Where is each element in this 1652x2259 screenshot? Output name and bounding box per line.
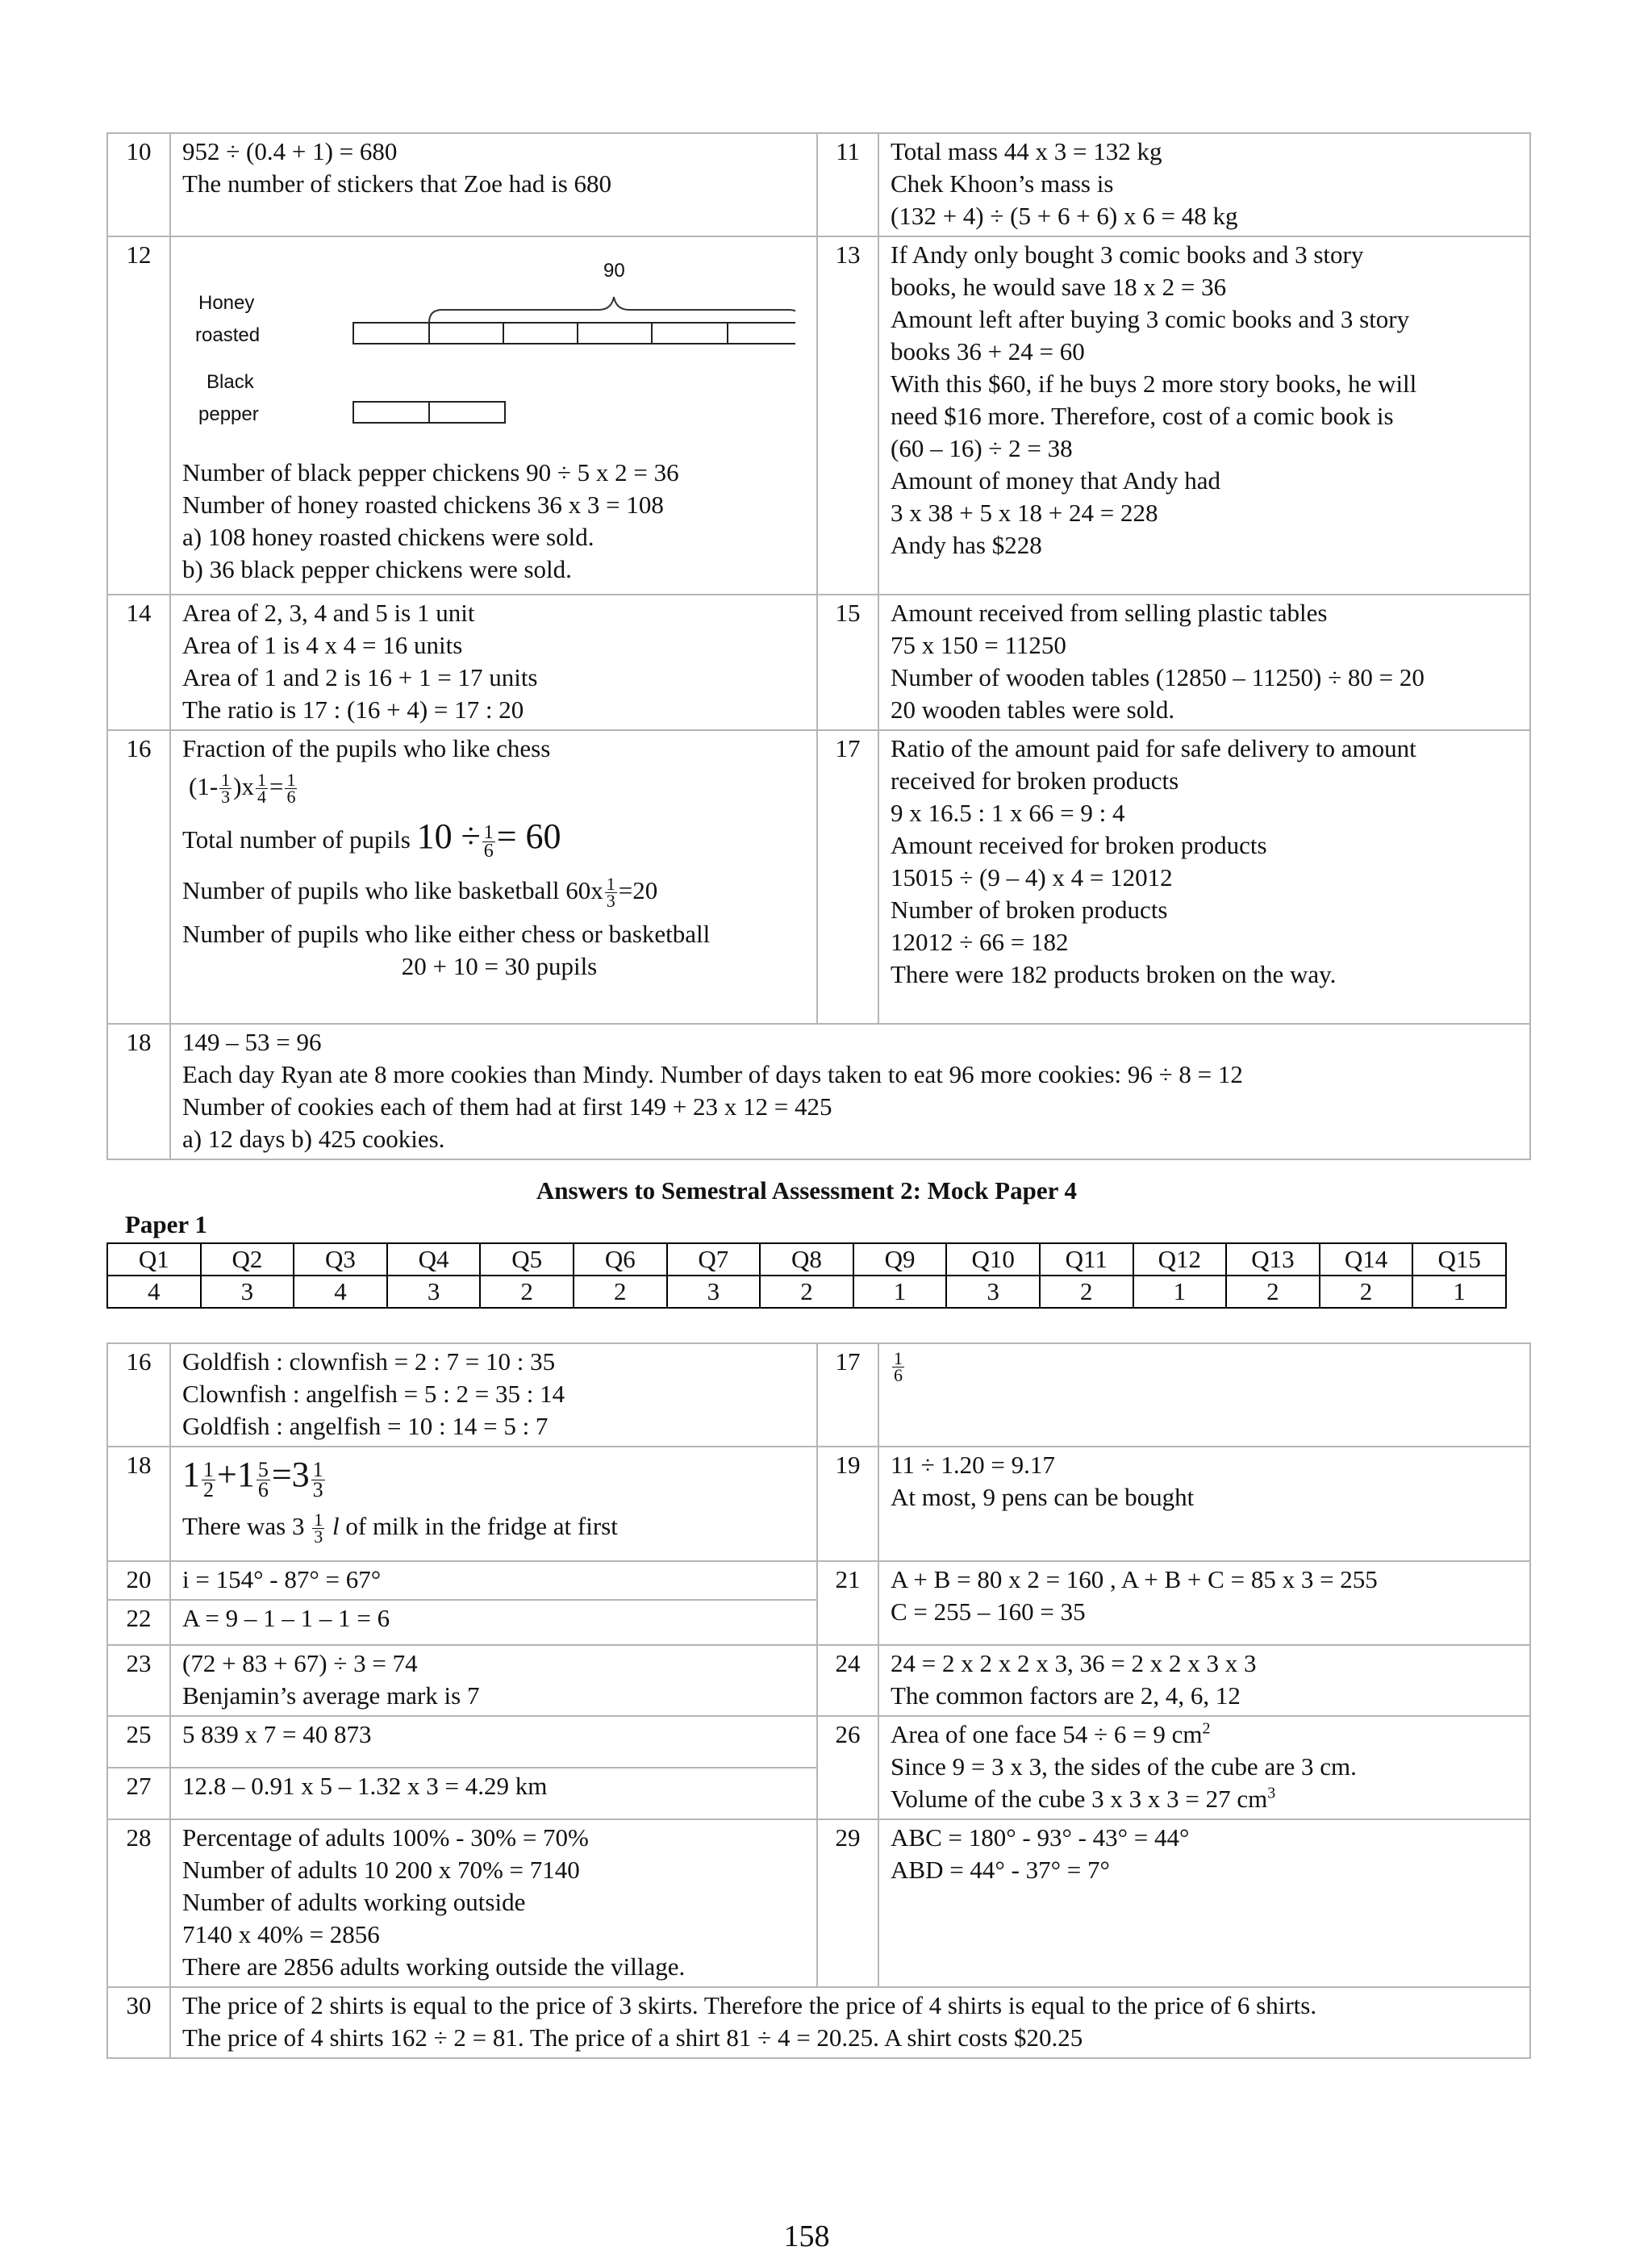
answer-key-table [106,1242,1507,1309]
answer-q18 [170,1024,1530,1159]
answer-line: Number of wooden tables (12850 – 11250) ÷ 80 = 20 [891,663,1425,691]
denominator: 6 [257,1478,269,1502]
question-number: 14 [107,595,170,730]
answer-line: 11 ÷ 1.20 = 9.17 [891,1451,1055,1479]
equation-text: Total number of pupils [182,825,411,854]
answer-key-answer: 2 [1320,1276,1413,1308]
answer-line: The number of stickers that Zoe had is 680 [182,169,612,198]
answer-line: A = 9 – 1 – 1 – 1 = 6 [182,1604,390,1632]
fraction [312,1509,324,1547]
answer-key-answer: 2 [1226,1276,1320,1308]
answer-q28 [170,1819,817,1987]
equation-text: 10 ÷ [416,816,481,856]
answer-key-question: Q10 [946,1243,1040,1276]
answer-line: Goldfish : clownfish = 2 : 7 = 10 : 35 [182,1347,556,1376]
answer-key-answer: 1 [1133,1276,1227,1308]
answer-line: Number of honey roasted chickens 36 x 3 = 108 [182,491,664,519]
equation-text: Number of pupils who like basketball 60x [182,876,603,904]
answer-key-question: Q12 [1133,1243,1227,1276]
answer-key-answer: 1 [1412,1276,1506,1308]
question-number: 15 [817,595,878,730]
answer-line: 75 x 150 = 11250 [891,631,1066,659]
answer-key-question: Q14 [1320,1243,1413,1276]
answer-line [891,1718,1529,1751]
answer-q14 [170,595,817,730]
denominator: 3 [312,1478,323,1502]
answer-q18 [170,1447,817,1561]
answer-line: (132 + 4) ÷ (5 + 6 + 6) x 6 = 48 kg [891,202,1238,230]
answer-q22 [170,1600,817,1645]
numerator: 1 [203,1458,214,1482]
answer-line: Number of black pepper chickens 90 ÷ 5 x 2 = 36 [182,458,679,486]
denominator: 6 [483,841,494,862]
bar-model-diagram [182,239,816,457]
answer-q30 [170,1987,1530,2058]
answer-key-answer: 3 [946,1276,1040,1308]
question-number: 18 [107,1447,170,1561]
answer-key-answer-row [107,1276,1506,1308]
answer-line: Amount left after buying 3 comic books and 3 story [891,305,1410,333]
total-pupils-line [182,808,816,868]
answer-line: (72 + 83 + 67) ÷ 3 = 74 [182,1649,418,1677]
answer-q27 [170,1768,817,1819]
page-number: 158 [783,2219,830,2253]
question-number: 22 [107,1600,170,1645]
answer-line: Area of 2, 3, 4 and 5 is 1 unit [182,599,475,627]
answer-line: Number of pupils who like either chess or basketball [182,920,711,948]
answer-line: 149 – 53 = 96 [182,1028,322,1056]
answer-key-answer: 2 [574,1276,667,1308]
total-brace [429,297,795,323]
question-number: 26 [817,1716,878,1819]
answer-line: At most, 9 pens can be bought [891,1483,1195,1511]
answer-q23 [170,1645,817,1716]
answer-line: Fraction of the pupils who like chess [182,734,551,762]
answer-line: Each day Ryan ate 8 more cookies than Mindy. Number of days taken to eat 96 more cookies: 96 ÷ 8 = 12 [182,1060,1243,1088]
equation-text: = 60 [496,816,561,856]
answer-q26 [878,1716,1530,1819]
fraction [892,1348,904,1385]
equation-text: (1- [189,772,219,800]
answer-line: Amount received for broken products [891,831,1267,859]
question-number: 24 [817,1645,878,1716]
equation-text: )x [233,772,254,800]
answer-q10 [170,133,817,236]
answer-q21 [878,1561,1530,1645]
total-label: 90 [603,260,625,282]
answer-line: Number of broken products [891,896,1168,924]
lower-answer-table [106,1342,1531,2059]
answer-key-question: Q2 [201,1243,294,1276]
equation-text: There was 3 [182,1512,305,1540]
answer-line: 952 ÷ (0.4 + 1) = 680 [182,137,398,165]
answer-q29 [878,1819,1530,1987]
denominator: 3 [221,787,231,808]
answer-line: b) 36 black pepper chickens were sold. [182,555,572,583]
answer-key-answer: 4 [294,1276,387,1308]
answer-line: Amount of money that Andy had [891,466,1220,495]
denominator: 6 [894,1365,903,1385]
answer-line: The common factors are 2, 4, 6, 12 [891,1681,1241,1710]
answer-line: Amount received from selling plastic tables [891,599,1328,627]
black-pepper-label: Black [206,371,254,393]
fraction [219,770,232,808]
fraction-equation [182,765,816,808]
milk-line [182,1504,816,1549]
answer-key-question: Q5 [480,1243,574,1276]
fraction [605,874,617,912]
question-number: 11 [817,133,878,236]
answer-line: 3 x 38 + 5 x 18 + 24 = 228 [891,499,1158,527]
answer-line: books 36 + 24 = 60 [891,337,1085,365]
answer-q13 [878,236,1530,595]
answer-line: Goldfish : angelfish = 10 : 14 = 5 : 7 [182,1412,549,1440]
question-number: 18 [107,1024,170,1159]
answer-line: 15015 ÷ (9 – 4) x 4 = 12012 [891,863,1173,891]
bar-model-svg [182,239,795,457]
answer-line: (60 – 16) ÷ 2 = 38 [891,434,1073,462]
superscript: 2 [1202,1719,1211,1738]
honey-label: roasted [195,324,261,346]
answer-line: Chek Khoon’s mass is [891,169,1114,198]
answer-line: books, he would save 18 x 2 = 36 [891,273,1227,301]
answer-line: Percentage of adults 100% - 30% = 70% [182,1823,589,1852]
answer-q11 [878,133,1530,236]
denominator: 4 [257,787,266,808]
question-number: 10 [107,133,170,236]
question-number: 17 [817,730,878,1024]
numerator: 1 [894,1348,903,1368]
answer-key-answer: 3 [201,1276,294,1308]
section-title: Answers to Semestral Assessment 2: Mock Paper 4 [536,1176,1078,1205]
answer-line: Benjamin’s average mark is 7 [182,1681,480,1710]
answer-key-question: Q3 [294,1243,387,1276]
answer-key-answer: 4 [107,1276,201,1308]
answer-key-answer: 3 [667,1276,761,1308]
answer-q15 [878,595,1530,730]
answer-key-question: Q11 [1040,1243,1133,1276]
answer-line: A + B = 80 x 2 = 160 , A + B + C = 85 x 3 = 255 [891,1565,1378,1593]
answer-q16 [170,1343,817,1447]
answer-key-answer: 2 [1040,1276,1133,1308]
answer-line: Ratio of the amount paid for safe delivery to amount [891,734,1416,762]
numerator: 1 [221,770,231,791]
question-number: 19 [817,1447,878,1561]
answer-key-question: Q9 [853,1243,947,1276]
answer-key-answer: 2 [760,1276,853,1308]
answer-key-answer: 1 [853,1276,947,1308]
question-number: 20 [107,1561,170,1600]
answer-key-question: Q8 [760,1243,853,1276]
answer-line: 9 x 16.5 : 1 x 66 = 9 : 4 [891,799,1125,827]
answer-line: ABC = 180° - 93° - 43° = 44° [891,1823,1190,1852]
answer-line: 7140 x 40% = 2856 [182,1920,380,1948]
answer-q16 [170,730,817,1024]
answer-line: Total mass 44 x 3 = 132 kg [891,137,1162,165]
question-number: 28 [107,1819,170,1987]
answer-line: The price of 4 shirts 162 ÷ 2 = 81. The price of a shirt 81 ÷ 4 = 20.25. A shirt costs $20.25 [182,2023,1083,2052]
question-number: 16 [107,730,170,1024]
denominator: 3 [314,1526,323,1547]
denominator: 2 [203,1478,214,1502]
question-number: 27 [107,1768,170,1819]
answer-line: Clownfish : angelfish = 5 : 2 = 35 : 14 [182,1380,565,1408]
equation-text: +1 [217,1455,255,1494]
equation-text: =3 [271,1455,310,1494]
fraction [311,1460,325,1500]
answer-line: 20 + 10 = 30 pupils [401,952,598,980]
numerator: 1 [312,1458,323,1482]
answer-q17 [878,1343,1530,1447]
answer-line: 12012 ÷ 66 = 182 [891,928,1069,956]
answer-line: i = 154° - 87° = 67° [182,1565,382,1593]
answer-line: The ratio is 17 : (16 + 4) = 17 : 20 [182,695,524,724]
numerator: 1 [606,874,615,895]
upper-answer-table [106,132,1531,1160]
answer-line: Area of 1 and 2 is 16 + 1 = 17 units [182,663,538,691]
equation-text: Area of one face 54 ÷ 6 = 9 cm [891,1720,1203,1748]
question-number: 21 [817,1561,878,1645]
answer-line: need $16 more. Therefore, cost of a comic book is [891,402,1394,430]
equation-text: 1 [182,1455,200,1494]
honey-label: Honey [198,292,255,314]
answer-key-answer: 2 [480,1276,574,1308]
fraction [257,1460,270,1500]
answer-key-question: Q4 [387,1243,481,1276]
answer-line: Since 9 = 3 x 3, the sides of the cube are 3 cm. [891,1752,1357,1781]
answer-line: Number of adults 10 200 x 70% = 7140 [182,1856,580,1884]
question-number: 30 [107,1987,170,2058]
answer-line: received for broken products [891,766,1179,795]
paper-label: Paper 1 [125,1210,207,1238]
honey-roasted-bar [353,323,795,344]
answer-key-question: Q6 [574,1243,667,1276]
question-number: 16 [107,1343,170,1447]
answer-key-question: Q15 [1412,1243,1506,1276]
answer-line: a) 108 honey roasted chickens were sold. [182,523,594,551]
answer-key-question: Q13 [1226,1243,1320,1276]
answer-line: Area of 1 is 4 x 4 = 16 units [182,631,463,659]
superscript: 3 [1267,1784,1276,1802]
question-number: 29 [817,1819,878,1987]
answer-key-question: Q1 [107,1243,201,1276]
basketball-line [182,868,816,913]
answer-line: With this $60, if he buys 2 more story books, he will [891,370,1417,398]
answer-line: There are 2856 adults working outside the village. [182,1952,686,1981]
question-number: 25 [107,1716,170,1768]
answer-line: 20 wooden tables were sold. [891,695,1175,724]
answer-line: C = 255 – 160 = 35 [891,1597,1086,1626]
numerator: 1 [286,770,296,791]
equation-text: Volume of the cube 3 x 3 x 3 = 27 cm [891,1785,1268,1813]
answer-q24 [878,1645,1530,1716]
answer-line: There were 182 products broken on the way. [891,960,1337,988]
answer-line: a) 12 days b) 425 cookies. [182,1125,445,1153]
answer-line: Number of cookies each of them had at first 149 + 23 x 12 = 425 [182,1092,832,1121]
fraction [285,770,297,808]
equation-text: of milk in the fridge at first [345,1512,618,1540]
answer-line: Andy has $228 [891,531,1042,559]
answer-line: If Andy only bought 3 comic books and 3 story [891,240,1364,269]
numerator: 1 [314,1509,323,1530]
answer-line [891,1783,1529,1815]
black-pepper-label: pepper [198,403,259,425]
answer-key-header-row [107,1243,1506,1276]
unit-text: l [332,1512,340,1540]
answer-key-answer: 3 [387,1276,481,1308]
mixed-number-equation [182,1449,816,1504]
answer-q25 [170,1716,817,1768]
answer-line: ABD = 44° - 37° = 7° [891,1856,1110,1884]
denominator: 3 [606,891,615,912]
question-number: 12 [107,236,170,595]
fraction [482,824,495,860]
answer-line: 5 839 x 7 = 40 873 [182,1720,372,1748]
answer-line: 24 = 2 x 2 x 2 x 3, 36 = 2 x 2 x 3 x 3 [891,1649,1257,1677]
equation-text: = [269,772,284,800]
fraction [256,770,268,808]
answer-line: Number of adults working outside [182,1888,526,1916]
numerator: 1 [483,822,494,844]
answer-q12 [170,236,817,595]
numerator: 1 [257,770,266,791]
answer-line: 12.8 – 0.91 x 5 – 1.32 x 3 = 4.29 km [182,1772,548,1800]
answer-q20 [170,1561,817,1600]
question-number: 17 [817,1343,878,1447]
fraction [202,1460,215,1500]
question-number: 13 [817,236,878,595]
denominator: 6 [286,787,296,808]
numerator: 5 [257,1458,269,1482]
answer-key-question: Q7 [667,1243,761,1276]
equation-text: =20 [618,876,658,904]
answer-line: The price of 2 shirts is equal to the price of 3 skirts. Therefore the price of 4 shirts is equal to the price of 6 shirts. [182,1991,1317,2019]
answer-q19 [878,1447,1530,1561]
question-number: 23 [107,1645,170,1716]
answer-q17 [878,730,1530,1024]
